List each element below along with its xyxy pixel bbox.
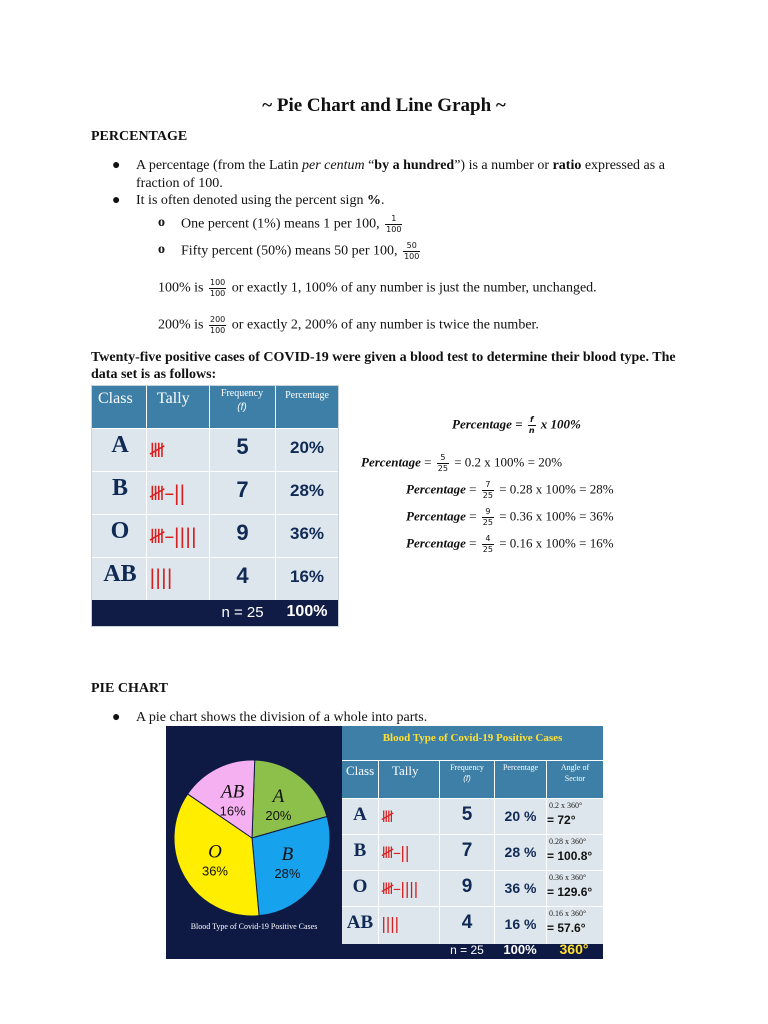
numerator: 50 <box>403 241 420 252</box>
formula-line: Percentage = $\frac{4}{25}$ = 0.16 x 100% = 16% <box>406 534 614 554</box>
table-cell-class: A <box>353 804 367 825</box>
pie-label-b-percentage: 28% <box>274 866 301 882</box>
table-cell-tally: 𝍸–|||| <box>381 879 418 898</box>
denominator: 100 <box>210 326 226 335</box>
text: expressed as a <box>581 158 665 173</box>
header-frequency: Frequency <box>450 763 484 772</box>
formula-line: Percentage = $\frac{5}{25}$ = 0.2 x 100% = 20% <box>361 453 563 473</box>
header-f: (f) <box>237 402 247 413</box>
fraction <box>403 241 420 262</box>
table-cell-percentage: 20 % <box>504 808 537 824</box>
header-sector: Sector <box>564 774 586 783</box>
table-cell-class: AB <box>103 561 137 587</box>
problem-line2: data set is as follows: <box>91 367 217 382</box>
table-cell-angle-calc: 0.28 x 360° <box>549 837 587 846</box>
pie-label-o-percentage: 36% <box>201 863 229 879</box>
table-cell-percentage: 20% <box>289 438 325 457</box>
numerator: 200 <box>210 315 226 324</box>
percent-sign: % <box>366 193 381 208</box>
formula-line: Percentage = $\frac{7}{25}$ = 0.28 x 100% = 28% <box>406 480 614 500</box>
numerator: f <box>528 415 536 426</box>
table-cell-tally: 𝍸–|||| <box>149 524 197 548</box>
angle-table-title: Blood Type of Covid-19 Positive Cases <box>382 732 563 744</box>
pie-label-a-class: A <box>272 786 285 808</box>
header-angle: Angle of <box>560 763 590 772</box>
formula-label: Percentage <box>406 481 466 497</box>
fraction <box>482 507 494 528</box>
pie-label-a-percentage: 20% <box>265 808 292 824</box>
header-tally: Tally <box>157 390 190 407</box>
text: One percent (1%) means 1 per 100, <box>181 216 380 232</box>
denominator: 25 <box>482 518 493 527</box>
fraction <box>437 453 449 474</box>
table-cell-angle-calc: 0.2 x 360° <box>549 801 583 810</box>
numerator: 9 <box>482 507 494 518</box>
angle-table <box>342 726 603 944</box>
denominator: 25 <box>482 545 493 554</box>
denominator: 25 <box>482 491 493 500</box>
text: Fifty percent (50%) means 50 per 100, <box>181 243 398 259</box>
table-cell-class: AB <box>346 912 374 933</box>
footer-n: n = 25 <box>450 943 484 957</box>
table-cell-percentage: 16 % <box>504 916 537 932</box>
problem-statement <box>91 349 691 383</box>
sub-bullet-one-percent <box>158 214 404 235</box>
table-cell-frequency: 7 <box>236 477 249 502</box>
frequency-table <box>91 385 339 627</box>
table-cell-tally: 𝍸–|| <box>149 481 185 505</box>
table-cell-class: O <box>352 876 368 897</box>
table-cell-class: A <box>111 432 129 458</box>
table-cell-percentage: 28% <box>289 481 325 500</box>
pie-caption: Blood Type of Covid-19 Positive Cases <box>190 922 318 931</box>
text: A percentage (from the Latin <box>136 158 302 173</box>
formula-result: = 0.28 x 100% = 28% <box>499 481 614 497</box>
table-cell-percentage: 36 % <box>504 880 537 896</box>
bullet-dot: ● <box>112 710 121 725</box>
text: or exactly 2, 200% of any number is twice the number. <box>231 317 539 333</box>
line-100-percent <box>158 278 597 299</box>
pie-label-ab-class: AB <box>221 781 245 803</box>
header-frequency: Frequency <box>220 388 264 399</box>
percentage-heading: PERCENTAGE <box>91 129 188 144</box>
sub-bullet-marker: o <box>158 242 165 257</box>
header-percentage: Percentage <box>285 390 329 401</box>
bullet-dot: ● <box>112 158 121 173</box>
text: 200% is <box>158 317 204 333</box>
header-f: (f) <box>463 774 471 783</box>
denominator: n <box>528 426 535 435</box>
fraction <box>209 278 226 299</box>
formula-result: = 0.16 x 100% = 16% <box>499 535 614 551</box>
table-cell-angle-calc: 0.16 x 360° <box>549 909 587 918</box>
table-cell-percentage: 28 % <box>504 844 537 860</box>
text: 100% is <box>158 280 204 296</box>
latin-term: per centum <box>301 158 365 173</box>
table-cell-angle: = 72° <box>547 813 576 827</box>
table-cell-tally: 𝍸–|| <box>381 843 409 862</box>
table-cell-tally: |||| <box>149 565 172 589</box>
table-cell-tally: |||| <box>381 914 399 933</box>
footer-total-percentage: 100% <box>503 942 537 957</box>
text: A pie chart shows the division of a whole into parts. <box>136 710 428 725</box>
text: . <box>380 193 385 208</box>
numerator: 4 <box>482 534 494 545</box>
text: or exactly 1, 100% of any number is just the number, unchanged. <box>231 280 597 296</box>
page-title: ~ Pie Chart and Line Graph ~ <box>262 95 506 116</box>
formula-tail: x 100% <box>540 416 581 432</box>
table-cell-class: B <box>353 840 367 861</box>
bullet-pie-definition <box>112 709 428 727</box>
footer-total-percentage: 100% <box>286 603 328 620</box>
fraction <box>209 315 226 336</box>
table-cell-class: O <box>110 518 130 544</box>
table-cell-angle: = 57.6° <box>547 921 586 935</box>
formula-line: Percentage = $\frac{9}{25}$ = 0.36 x 100% = 36% <box>406 507 614 527</box>
formula-label: Percentage <box>361 454 421 470</box>
denominator: 100 <box>404 252 420 261</box>
table-cell-class: B <box>111 475 128 501</box>
sub-bullet-marker: o <box>158 215 165 230</box>
denominator: 100 <box>386 225 402 234</box>
table-cell-frequency: 5 <box>236 434 249 459</box>
table-cell-percentage: 36% <box>289 524 325 543</box>
numerator: 7 <box>482 480 494 491</box>
fraction <box>528 415 536 436</box>
table-cell-tally: 𝍸 <box>381 807 394 826</box>
table-cell-frequency: 4 <box>461 912 473 933</box>
fraction <box>482 480 494 501</box>
denominator: 100 <box>210 289 226 298</box>
table-cell-frequency: 4 <box>236 563 249 588</box>
formula-equals: = <box>515 416 523 432</box>
pie-label-b-class: B <box>281 844 294 866</box>
bullet-dot: ● <box>112 193 121 208</box>
table-cell-angle: = 129.6° <box>547 885 593 899</box>
line-200-percent <box>158 315 539 336</box>
bold-term: by a hundred <box>374 158 455 173</box>
formula-label: Percentage <box>406 508 466 524</box>
header-percentage: Percentage <box>502 763 539 772</box>
pie-label-o-class: O <box>208 841 222 863</box>
numerator: 1 <box>385 214 402 225</box>
table-cell-frequency: 9 <box>236 520 249 545</box>
table-cell-tally: 𝍸 <box>149 438 165 462</box>
table-cell-angle-calc: 0.36 x 360° <box>549 873 587 882</box>
header-class: Class <box>346 763 375 778</box>
bullet-percent-sign <box>112 192 385 210</box>
bullet-percentage-definition <box>112 157 681 175</box>
header-tally: Tally <box>392 763 419 778</box>
formula-label: Percentage <box>452 416 512 432</box>
numerator: 5 <box>437 453 449 464</box>
pie-label-ab-percentage: 16% <box>219 803 246 819</box>
fraction <box>482 534 494 555</box>
pie-chart-heading: PIE CHART <box>91 681 168 696</box>
text: It is often denoted using the percent sign <box>136 193 367 208</box>
formula-result: = 0.36 x 100% = 36% <box>499 508 614 524</box>
header-class: Class <box>98 390 133 407</box>
table-cell-frequency: 9 <box>461 876 473 897</box>
formula-result: = 0.2 x 100% = 20% <box>454 454 563 470</box>
formula-main <box>452 415 581 436</box>
formula-label: Percentage <box>406 535 466 551</box>
table-cell-angle: = 100.8° <box>547 849 593 863</box>
text: “ <box>364 158 375 173</box>
table-cell-frequency: 5 <box>461 804 473 825</box>
bold-ratio: ratio <box>552 158 582 173</box>
sub-bullet-fifty-percent <box>158 241 422 262</box>
denominator: 25 <box>437 464 448 473</box>
bullet-line2: fraction of 100. <box>136 176 223 191</box>
footer-total-angle: 360° <box>559 941 589 957</box>
table-cell-percentage: 16% <box>289 567 325 586</box>
problem-line1: Twenty-five positive cases of COVID-19 were given a blood test to determine their blood type. The <box>91 350 676 365</box>
pie-chart-slide <box>166 726 603 959</box>
numerator: 100 <box>210 278 226 287</box>
table-cell-frequency: 7 <box>461 840 473 861</box>
fraction <box>385 214 402 235</box>
text: ”) is a number or <box>454 158 553 173</box>
footer-n: n = 25 <box>221 604 264 621</box>
